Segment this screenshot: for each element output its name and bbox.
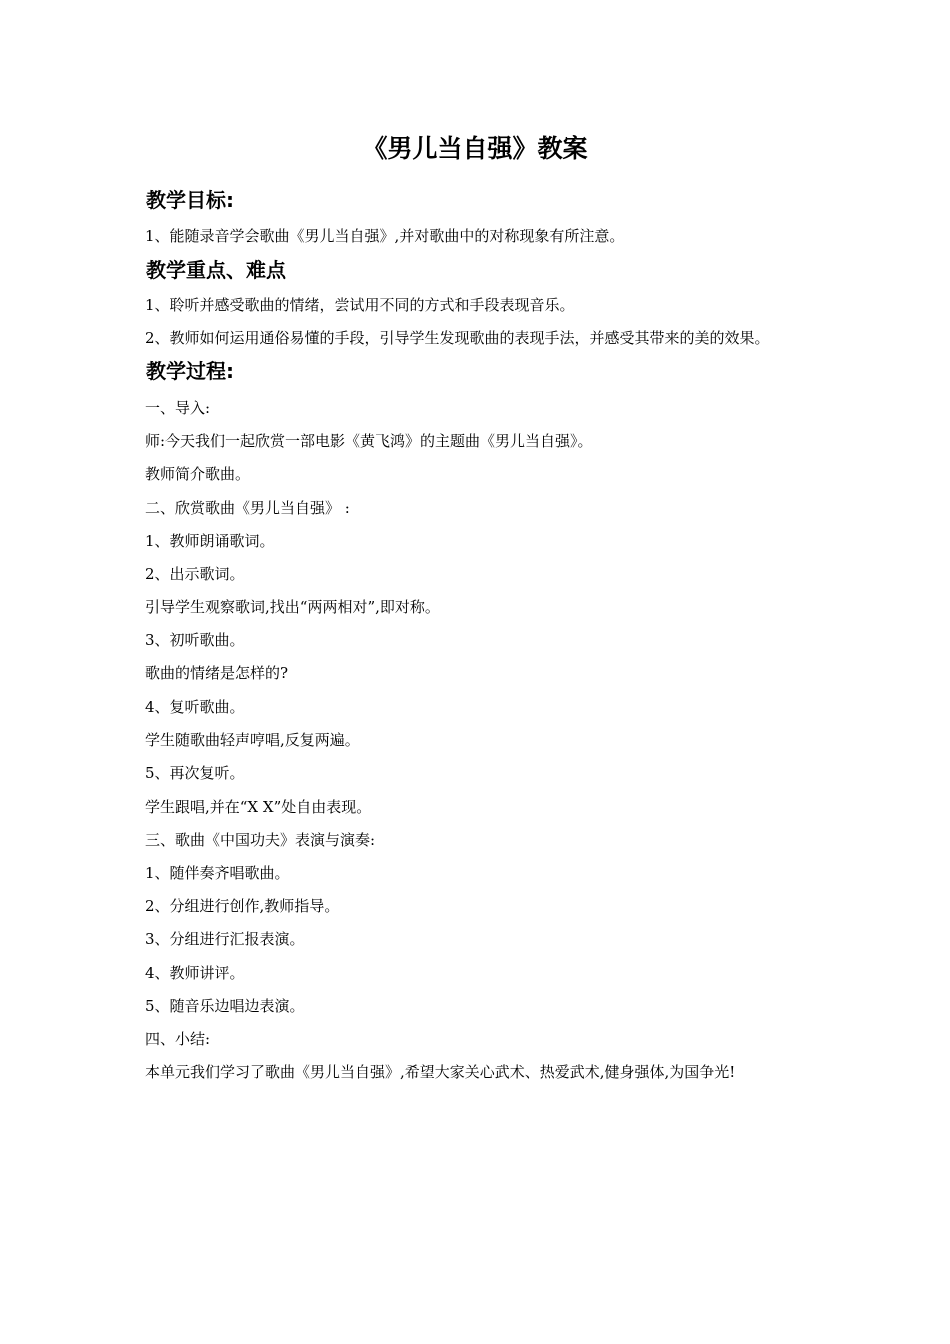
process-line-9: 歌曲的情绪是怎样的?	[145, 664, 289, 682]
process-line-20: 四、小结:	[145, 1030, 211, 1048]
process-line-11: 学生随歌曲轻声哼唱,反复两遍。	[145, 731, 360, 749]
process-line-17: 3、分组进行汇报表演。	[145, 930, 305, 948]
process-line-10: 4、复听歌曲。	[145, 698, 245, 716]
process-line-1: 一、导入:	[145, 399, 211, 417]
process-line-18: 4、教师讲评。	[145, 964, 245, 982]
process-line-4: 二、欣赏歌曲《男儿当自强》 :	[145, 499, 350, 517]
process-line-13: 学生跟唱,并在“X X”处自由表现。	[145, 798, 372, 816]
key-points-line-2: 2、教师如何运用通俗易懂的手段，引导学生发现歌曲的表现手法，并感受其带来的美的效果。	[145, 329, 770, 347]
process-line-6: 2、出示歌词。	[145, 565, 245, 583]
process-line-19: 5、随音乐边唱边表演。	[145, 997, 305, 1015]
process-line-12: 5、再次复听。	[145, 764, 245, 782]
process-heading: 教学过程:	[146, 359, 234, 383]
key-points-line-1: 1、聆听并感受歌曲的情绪，尝试用不同的方式和手段表现音乐。	[145, 296, 575, 314]
process-line-7: 引导学生观察歌词,找出“两两相对”,即对称。	[145, 598, 440, 616]
process-line-8: 3、初听歌曲。	[145, 631, 245, 649]
process-line-16: 2、分组进行创作,教师指导。	[145, 897, 340, 915]
process-line-21: 本单元我们学习了歌曲《男儿当自强》,希望大家关心武术、热爱武术,健身强体,为国争光!	[145, 1063, 736, 1081]
process-line-14: 三、歌曲《中国功夫》表演与演奏:	[145, 831, 376, 849]
process-line-3: 教师简介歌曲。	[145, 465, 251, 483]
process-line-5: 1、教师朗诵歌词。	[145, 532, 275, 550]
process-line-2: 师:今天我们一起欣赏一部电影《黄飞鸿》的主题曲《男儿当自强》。	[145, 432, 593, 450]
objectives-heading: 教学目标:	[146, 188, 234, 212]
key-points-heading: 教学重点、难点	[146, 258, 286, 282]
objectives-line-1: 1、能随录音学会歌曲《男儿当自强》,并对歌曲中的对称现象有所注意。	[145, 227, 625, 245]
process-line-15: 1、随伴奏齐唱歌曲。	[145, 864, 290, 882]
document-title: 《男儿当自强》教案	[362, 134, 588, 163]
